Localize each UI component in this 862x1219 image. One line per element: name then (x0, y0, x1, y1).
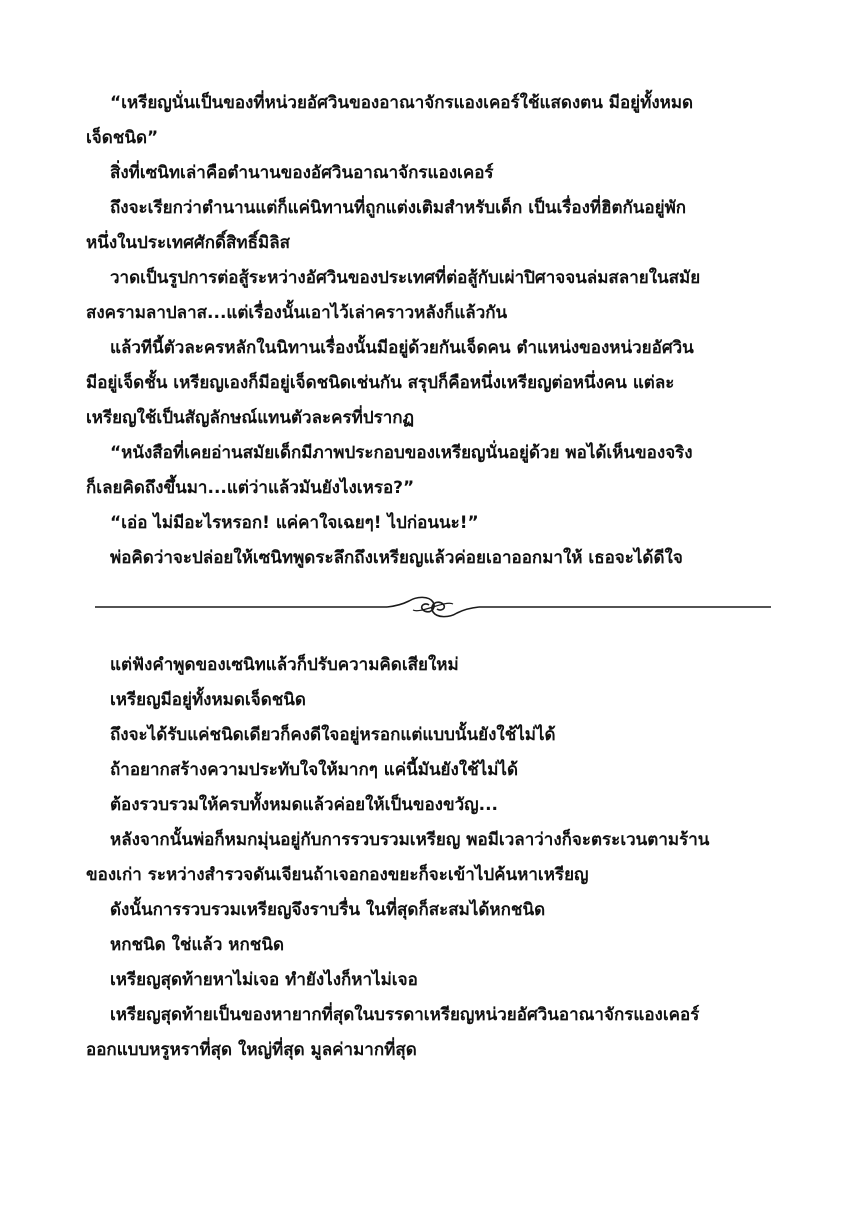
paragraph (86, 261, 786, 331)
flourish-ornament-icon (95, 590, 771, 624)
text-line: ถึงจะเรียกว่าตำนานแต่ก็แค่นิทานที่ถูกแต่งเติมสำหรับเด็ก เป็นเรื่องที่ฮิตกันอยู่พัก (110, 198, 687, 218)
text-line: สงครามลาปลาส...แต่เรื่องนั้นเอาไว้เล่าคราวหลังก็แล้วกัน (86, 303, 508, 323)
paragraph (86, 928, 786, 963)
text-section-2 (86, 648, 786, 1068)
paragraph (86, 998, 786, 1068)
text-line: เหรียญสุดท้ายหาไม่เจอ ทำยังไงก็หาไม่เจอ (110, 970, 418, 990)
text-line: ของเก่า ระหว่างสำรวจดันเจียนถ้าเจอกองขยะก็จะเข้าไปค้นหาเหรียญ (86, 865, 589, 885)
paragraph (86, 823, 786, 893)
paragraph (86, 753, 786, 788)
text-line: ถึงจะได้รับแค่ชนิดเดียวก็คงดีใจอยู่หรอกแต่แบบนั้นยังใช้ไม่ได้ (110, 725, 556, 745)
text-line: ก็เลยคิดถึงขึ้นมา...แต่ว่าแล้วมันยังไงเหรอ?” (86, 478, 415, 498)
text-line: หกชนิด ใช่แล้ว หกชนิด (110, 935, 284, 955)
text-line: ดังนั้นการรวบรวมเหรียญจึงราบรื่น ในที่สุดก็สะสมได้หกชนิด (110, 900, 546, 920)
text-line: แต่ฟังคำพูดของเซนิทแล้วก็ปรับความคิดเสียใหม่ (110, 655, 459, 675)
paragraph (86, 963, 786, 998)
paragraph (86, 893, 786, 928)
paragraph (86, 191, 786, 261)
paragraph (86, 788, 786, 823)
paragraph (86, 648, 786, 683)
text-line: วาดเป็นรูปการต่อสู้ระหว่างอัศวินของประเทศที่ต่อสู้กับเผ่าปิศาจจนล่มสลายในสมัย (110, 268, 701, 288)
text-line: “เอ่อ ไม่มีอะไรหรอก! แค่คาใจเฉยๆ! ไปก่อนนะ!” (110, 513, 479, 533)
paragraph (86, 718, 786, 753)
text-line: เหรียญมีอยู่ทั้งหมดเจ็ดชนิด (110, 690, 306, 710)
paragraph (86, 506, 786, 541)
text-line: หนึ่งในประเทศศักดิ์สิทธิ์มิลิส (86, 233, 290, 253)
text-line: ถ้าอยากสร้างความประทับใจให้มากๆ แค่นี้มันยังใช้ไม่ได้ (110, 760, 519, 780)
text-line: ต้องรวบรวมให้ครบทั้งหมดแล้วค่อยให้เป็นของขวัญ... (110, 795, 499, 815)
text-line: “เหรียญนั่นเป็นของที่หน่วยอัศวินของอาณาจักรแองเคอร์ใช้แสดงตน มีอยู่ทั้งหมด (110, 93, 694, 113)
paragraph (86, 86, 786, 156)
text-line: พ่อคิดว่าจะปล่อยให้เซนิทพูดระลึกถึงเหรียญแล้วค่อยเอาออกมาให้ เธอจะได้ดีใจ (110, 548, 683, 568)
paragraph (86, 436, 786, 506)
text-line: เจ็ดชนิด” (86, 128, 159, 148)
text-line: หลังจากนั้นพ่อก็หมกมุ่นอยู่กับการรวบรวมเหรียญ พอมีเวลาว่างก็จะตระเวนตามร้าน (110, 830, 710, 850)
paragraph (86, 331, 786, 436)
text-line: สิ่งที่เซนิทเล่าคือตำนานของอัศวินอาณาจักรแองเคอร์ (110, 163, 494, 183)
text-section-1 (86, 86, 786, 576)
paragraph (86, 156, 786, 191)
text-line: เหรียญสุดท้ายเป็นของหายากที่สุดในบรรดาเหรียญหน่วยอัศวินอาณาจักรแองเคอร์ (110, 1005, 700, 1025)
text-line: เหรียญใช้เป็นสัญลักษณ์แทนตัวละครที่ปรากฏ (86, 408, 415, 428)
text-line: “หนังสือที่เคยอ่านสมัยเด็กมีภาพประกอบของเหรียญนั่นอยู่ด้วย พอได้เห็นของจริง (110, 443, 693, 463)
text-line: มีอยู่เจ็ดชั้น เหรียญเองก็มีอยู่เจ็ดชนิดเช่นกัน สรุปก็คือหนึ่งเหรียญต่อหนึ่งคน แต่ละ (86, 373, 675, 393)
paragraph (86, 541, 786, 576)
paragraph (86, 683, 786, 718)
text-line: ออกแบบหรูหราที่สุด ใหญ่ที่สุด มูลค่ามากที่สุด (86, 1040, 417, 1060)
text-line: แล้วทีนี้ตัวละครหลักในนิทานเรื่องนั้นมีอยู่ด้วยกันเจ็ดคน ตำแหน่งของหน่วยอัศวิน (110, 338, 694, 358)
